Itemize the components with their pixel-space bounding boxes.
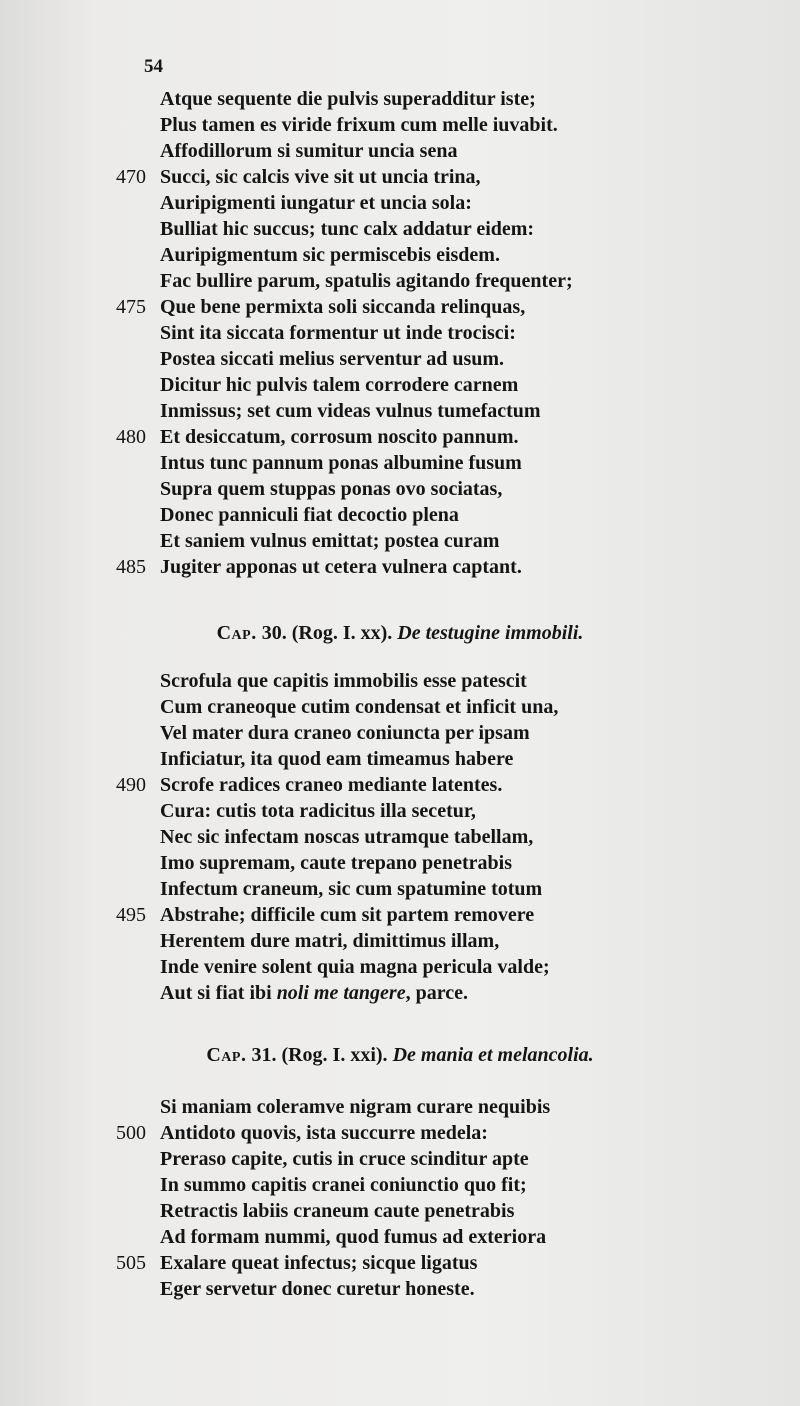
verse-text: Sint ita siccata formentur ut inde trocisci: [160,322,516,344]
chapter-number: 31. [251,1044,277,1066]
verse-line [160,1198,514,1224]
verse-text-post: , parce. [405,982,468,1004]
verse-line [160,980,468,1006]
verse-text: Et saniem vulnus emittat; postea curam [160,530,500,552]
verse-text: Cum craneoque cutim condensat et inficit una, [160,696,559,718]
verse-text: Jugiter apponas ut cetera vulnera captant. [160,556,522,578]
verse-line [160,694,558,720]
chapter-label: Cap. [216,622,257,644]
verse-text: Inmissus; set cum videas vulnus tumefactum [160,400,541,422]
line-number: 470 [116,166,146,188]
verse-line [160,346,504,372]
verse-line [160,1146,529,1172]
verse-line [160,190,472,216]
verse-line [160,450,522,476]
verse-line [116,1250,478,1276]
verse-text: Intus tunc pannum ponas albumine fusum [160,452,522,474]
chapter-title: De testugine immobili. [397,622,584,644]
page-number: 54 [144,56,163,77]
verse-text: Imo supremam, caute trepano penetrabis [160,852,513,874]
verse-line [160,876,542,902]
verse-text: Cura: cutis tota radicitus illa secetur, [160,800,476,822]
verse-line [160,720,530,746]
verse-text: Antidoto quovis, ista succurre medela: [160,1122,488,1144]
verse-text: Exalare queat infectus; sicque ligatus [160,1252,478,1274]
verse-line [160,798,476,824]
chapter-label: Cap. [206,1044,247,1066]
verse-text-pre: Aut si fiat ibi [160,982,277,1004]
verse-line [160,824,533,850]
chapter-number: 30. [261,622,287,644]
verse-line [160,216,534,242]
verse-text: Vel mater dura craneo coniuncta per ipsam [160,722,530,744]
verse-text: Preraso capite, cutis in cruce scinditur apte [160,1148,529,1170]
chapter-heading-30 [0,622,800,645]
verse-line [160,1276,475,1302]
verse-line [116,554,522,580]
line-number: 480 [116,426,146,448]
verse-line [160,928,499,954]
verse-line [116,772,503,798]
verse-line [160,502,459,528]
verse-line [116,902,535,928]
verse-line [160,954,550,980]
line-number: 475 [116,296,146,318]
verse-text: Bulliat hic succus; tunc calx addatur eidem: [160,218,535,240]
chapter-title: De mania et melancolia. [392,1044,594,1066]
verse-line [160,112,558,138]
verse-line [160,242,500,268]
verse-line [160,1172,527,1198]
verse-text: Que bene permixta soli siccanda relinquas, [160,296,526,318]
bleed-through-text [660,60,800,1380]
verse-text: Plus tamen es viride frixum cum melle iuvabit. [160,114,558,136]
line-number: 505 [116,1252,146,1274]
verse-text: Abstrahe; difficile cum sit partem removere [160,904,535,926]
verse-line [160,668,527,694]
verse-text: Fac bullire parum, spatulis agitando frequenter; [160,270,573,292]
verse-text: Affodillorum si sumitur uncia sena [160,140,458,162]
verse-text: Nec sic infectam noscas utramque tabellam, [160,826,534,848]
verse-line [160,1094,550,1120]
line-number: 495 [116,904,146,926]
verse-line [116,294,526,320]
verse-line [160,320,516,346]
verse-text: Herentem dure matri, dimittimus illam, [160,930,500,952]
verse-line [160,1224,546,1250]
verse-text: Infectum craneum, sic cum spatumine totum [160,878,543,900]
verse-text: Supra quem stuppas ponas ovo sociatas, [160,478,503,500]
verse-text: Inficiatur, ita quod eam timeamus habere [160,748,514,770]
verse-line [116,424,519,450]
verse-text: Scrofula que capitis immobilis esse patescit [160,670,527,692]
verse-text: Retractis labiis craneum caute penetrabis [160,1200,515,1222]
verse-line [160,528,499,554]
verse-text: Atque sequente die pulvis superadditur iste; [160,88,536,110]
verse-text: In summo capitis cranei coniunctio quo fit; [160,1174,527,1196]
verse-text: Eger servetur donec curetur honeste. [160,1278,475,1300]
verse-text: Scrofe radices craneo mediante latentes. [160,774,503,796]
verse-line [160,372,518,398]
verse-line [160,138,457,164]
verse-line [160,268,573,294]
verse-text: Si maniam coleramve nigram curare nequibis [160,1096,551,1118]
chapter-reference: (Rog. I. xx). [291,622,393,644]
verse-text: Ad formam nummi, quod fumus ad exteriora [160,1226,547,1248]
verse-line [116,1120,488,1146]
verse-text: Auripigmentum sic permiscebis eisdem. [160,244,500,266]
line-number: 490 [116,774,146,796]
line-number: 485 [116,556,146,578]
verse-line [160,476,502,502]
line-number: 500 [116,1122,146,1144]
verse-line [160,86,536,112]
verse-line [160,398,541,424]
verse-text: Donec panniculi fiat decoctio plena [160,504,459,526]
verse-text-italic: noli me tangere [276,982,406,1004]
verse-text: Dicitur hic pulvis talem corrodere carnem [160,374,519,396]
verse-line [160,746,513,772]
verse-text: Auripigmenti iungatur et uncia sola: [160,192,472,214]
verse-text: Inde venire solent quia magna pericula valde; [160,956,550,978]
verse-text: Succi, sic calcis vive sit ut uncia trina, [160,166,481,188]
chapter-heading-31 [0,1044,800,1067]
chapter-reference: (Rog. I. xxi). [281,1044,388,1066]
verse-text: Postea siccati melius serventur ad usum. [160,348,505,370]
verse-line [116,164,481,190]
verse-text: Et desiccatum, corrosum noscito pannum. [160,426,519,448]
verse-line [160,850,512,876]
